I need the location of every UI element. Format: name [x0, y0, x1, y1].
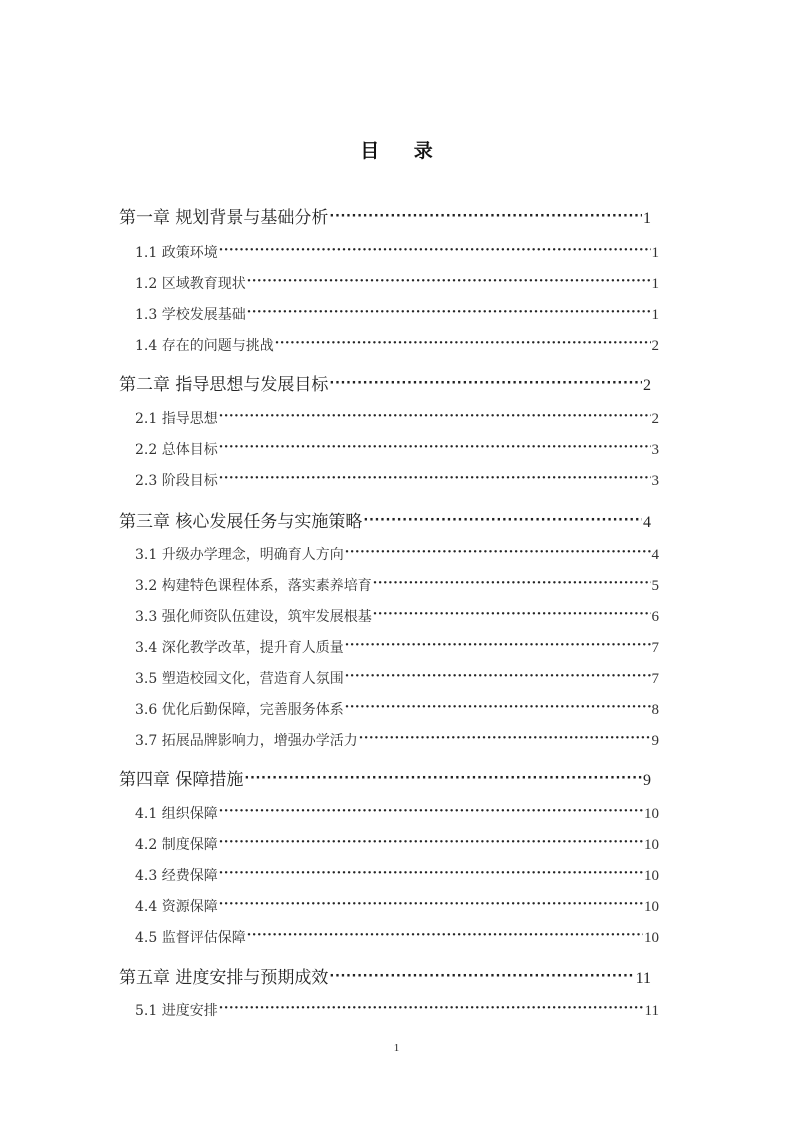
toc-entry-page: 7 — [651, 671, 659, 687]
dot-leader — [244, 768, 642, 785]
toc-entry-label: 第五章 进度安排与预期成效 — [119, 968, 329, 988]
toc-entry-section-1-2[interactable] — [135, 273, 659, 293]
toc-entry-label: 4.4 资源保障 — [135, 899, 218, 915]
toc-entry-chapter-5[interactable] — [119, 963, 651, 988]
toc-entry-section-3-7[interactable] — [135, 730, 659, 750]
dot-leader — [219, 897, 643, 911]
toc-entry-page: 11 — [635, 970, 651, 987]
toc-entry-chapter-2[interactable] — [119, 370, 651, 395]
dot-leader — [247, 274, 651, 288]
toc-entry-label: 3.2 构建特色课程体系，落实素养培育 — [135, 578, 372, 594]
toc-entry-label: 1.2 区域教育现状 — [135, 276, 246, 292]
toc-entry-label: 1.3 学校发展基础 — [135, 307, 246, 323]
dot-leader — [247, 928, 643, 942]
toc-entry-section-1-4[interactable] — [135, 335, 659, 355]
toc-entry-section-4-5[interactable] — [135, 927, 659, 947]
dot-leader — [219, 440, 651, 454]
toc-entry-page: 8 — [651, 702, 659, 718]
toc-entry-section-5-1[interactable] — [135, 1000, 659, 1020]
dot-leader — [373, 607, 651, 621]
toc-entry-page: 10 — [644, 930, 659, 946]
toc-entry-page: 7 — [651, 640, 659, 656]
toc-entry-page: 11 — [644, 1003, 659, 1019]
toc-entry-label: 2.1 指导思想 — [135, 411, 218, 427]
toc-entry-label: 1.4 存在的问题与挑战 — [135, 338, 274, 354]
toc-entry-page: 1 — [651, 276, 659, 292]
toc-entry-label: 2.2 总体目标 — [135, 442, 218, 458]
dot-leader — [329, 206, 642, 223]
toc-entry-label: 第三章 核心发展任务与实施策略 — [119, 512, 363, 532]
toc-entry-chapter-4[interactable] — [119, 765, 651, 790]
dot-leader — [359, 731, 651, 745]
toc-entry-section-1-3[interactable] — [135, 304, 659, 324]
toc-entry-section-3-6[interactable] — [135, 699, 659, 719]
toc-entry-section-2-1[interactable] — [135, 408, 659, 428]
toc-entry-label: 2.3 阶段目标 — [135, 473, 218, 489]
toc-entry-page: 6 — [651, 609, 659, 625]
toc-entry-section-4-4[interactable] — [135, 896, 659, 916]
toc-entry-section-3-3[interactable] — [135, 606, 659, 626]
toc-entry-label: 5.1 进度安排 — [135, 1003, 218, 1019]
toc-entry-label: 4.3 经费保障 — [135, 868, 218, 884]
toc-entry-label: 第二章 指导思想与发展目标 — [119, 375, 329, 395]
toc-entry-label: 1.1 政策环境 — [135, 245, 218, 261]
toc-entry-page: 2 — [651, 338, 659, 354]
toc-entry-section-3-2[interactable] — [135, 575, 659, 595]
toc-entry-page: 10 — [644, 806, 659, 822]
toc-entry-page: 4 — [643, 514, 651, 531]
toc-entry-chapter-3[interactable] — [119, 507, 651, 532]
dot-leader — [219, 835, 643, 849]
toc-entry-page: 2 — [643, 377, 651, 394]
dot-leader — [247, 305, 651, 319]
toc-entry-section-3-4[interactable] — [135, 637, 659, 657]
toc-entry-page: 1 — [643, 210, 651, 227]
toc-entry-label: 3.7 拓展品牌影响力，增强办学活力 — [135, 733, 358, 749]
toc-entry-page: 9 — [643, 772, 651, 789]
dot-leader — [275, 336, 651, 350]
toc-entry-section-3-1[interactable] — [135, 544, 659, 564]
toc-entry-page: 1 — [651, 307, 659, 323]
toc-entry-page: 4 — [651, 547, 659, 563]
toc-entry-page: 2 — [651, 411, 659, 427]
toc-entry-page: 3 — [651, 442, 659, 458]
dot-leader — [219, 866, 643, 880]
toc-entry-label: 3.3 强化师资队伍建设，筑牢发展根基 — [135, 609, 372, 625]
toc-entry-section-1-1[interactable] — [135, 242, 659, 262]
dot-leader — [329, 373, 642, 390]
dot-leader — [345, 638, 651, 652]
toc-entry-page: 1 — [651, 245, 659, 261]
toc-entry-label: 3.4 深化教学改革，提升育人质量 — [135, 640, 344, 656]
toc-entry-section-2-3[interactable] — [135, 470, 659, 490]
toc-entry-label: 3.1 升级办学理念，明确育人方向 — [135, 547, 344, 563]
toc-entry-chapter-1[interactable] — [119, 203, 651, 228]
toc-entry-section-4-2[interactable] — [135, 834, 659, 854]
toc-entry-label: 4.5 监督评估保障 — [135, 930, 246, 946]
toc-entry-label: 第一章 规划背景与基础分析 — [119, 208, 329, 228]
toc-entry-page: 5 — [651, 578, 659, 594]
toc-entry-label: 第四章 保障措施 — [119, 770, 244, 790]
dot-leader — [363, 510, 642, 527]
toc-entry-section-4-1[interactable] — [135, 803, 659, 823]
toc-entry-label: 4.1 组织保障 — [135, 806, 218, 822]
toc-entry-page: 3 — [651, 473, 659, 489]
toc-entry-label: 4.2 制度保障 — [135, 837, 218, 853]
toc-title: 目 录 — [360, 140, 447, 162]
dot-leader — [219, 243, 651, 257]
toc-entry-label: 3.5 塑造校园文化，营造育人氛围 — [135, 671, 344, 687]
toc-entry-section-4-3[interactable] — [135, 865, 659, 885]
toc-entry-section-2-2[interactable] — [135, 439, 659, 459]
dot-leader — [345, 669, 651, 683]
toc-entry-section-3-5[interactable] — [135, 668, 659, 688]
toc-entry-page: 10 — [644, 899, 659, 915]
toc-entry-page: 10 — [644, 837, 659, 853]
dot-leader — [373, 576, 651, 590]
dot-leader — [345, 700, 651, 714]
page-number-footer: 1 — [393, 1042, 400, 1054]
toc-entry-page: 10 — [644, 868, 659, 884]
dot-leader — [329, 966, 634, 983]
dot-leader — [345, 545, 651, 559]
dot-leader — [219, 1001, 644, 1015]
dot-leader — [219, 409, 651, 423]
toc-entry-label: 3.6 优化后勤保障，完善服务体系 — [135, 702, 344, 718]
dot-leader — [219, 804, 643, 818]
dot-leader — [219, 471, 651, 485]
toc-entry-page: 9 — [651, 733, 659, 749]
